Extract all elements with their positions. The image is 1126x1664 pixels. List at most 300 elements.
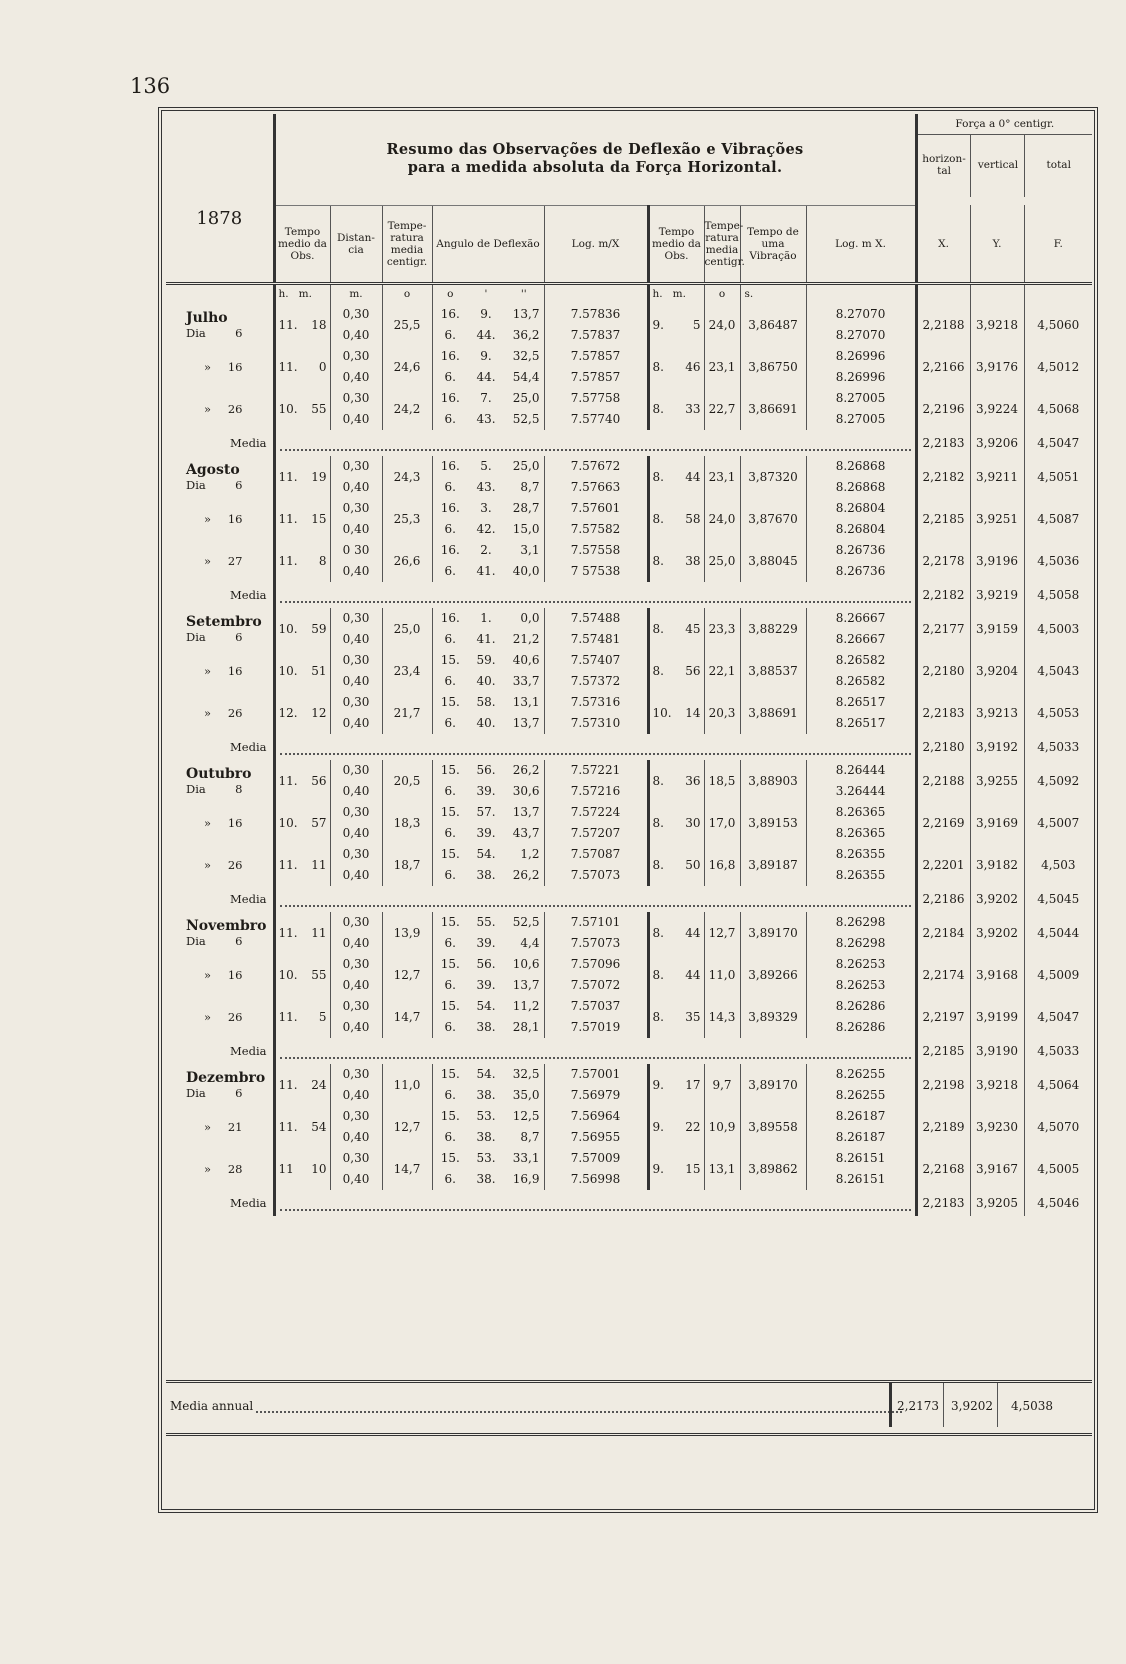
angle-minutes: 1. <box>480 611 492 625</box>
time-cell <box>274 996 330 1038</box>
media-label: Media <box>230 435 267 450</box>
media-x: 2,2182 <box>916 582 970 608</box>
force-y: 3,9167 <box>970 1148 1024 1190</box>
obs-minute: 55 <box>311 967 327 982</box>
vibration-time: 3,89862 <box>740 1148 806 1190</box>
distance: 0,30 <box>330 996 382 1017</box>
angle-seconds: 25,0 <box>512 459 540 473</box>
time2-cell <box>648 760 704 802</box>
unit-deg: o <box>432 284 468 304</box>
obs2-hour: 9. <box>652 1161 664 1176</box>
force-y: 3,9218 <box>970 1064 1024 1106</box>
day-number: 6 <box>235 933 243 948</box>
angle-minutes: 39. <box>476 784 496 798</box>
obs2-hour: 8. <box>652 621 664 636</box>
angle-seconds: 35,0 <box>512 1088 540 1102</box>
media-dots <box>274 886 916 912</box>
log-m-over-x: 7.57001 <box>544 1064 648 1085</box>
media-label: Media <box>230 1195 267 1210</box>
obs-hour: 10. <box>278 621 298 636</box>
angle-seconds: 52,5 <box>512 412 540 426</box>
angle-seconds: 16,9 <box>512 1172 540 1186</box>
obs-hour: 11. <box>278 469 298 484</box>
distance: 0,30 <box>330 844 382 865</box>
media-label: Media <box>230 587 267 602</box>
log-m-over-x: 7.57758 <box>544 388 648 409</box>
angle-seconds: 26,2 <box>512 763 540 777</box>
obs-minute: 59 <box>311 621 327 636</box>
temperature2: 25,0 <box>704 540 740 582</box>
log-m-x: 8.26151 <box>806 1169 916 1190</box>
angle-degrees: 16. <box>432 608 468 629</box>
total-header: total <box>1024 135 1092 197</box>
log-m-over-x: 7.57663 <box>544 477 648 498</box>
angle-minutes: 38. <box>476 1130 496 1144</box>
temperature2: 18,5 <box>704 760 740 802</box>
obs2-minute: 44 <box>685 469 701 484</box>
angle-seconds: 36,2 <box>512 328 540 342</box>
log-m-x: 8.26996 <box>806 346 916 367</box>
day-label-cell <box>166 304 274 346</box>
temperature2: 24,0 <box>704 304 740 346</box>
angle-minutes: 38. <box>476 868 496 882</box>
media-annual-x: 2,2173 <box>897 1399 939 1413</box>
vibration-time: 3,88229 <box>740 608 806 650</box>
day-label-cell <box>166 844 274 886</box>
force-x: 2,2201 <box>916 844 970 886</box>
angle-minutes: 58. <box>476 695 496 709</box>
time2-cell <box>648 912 704 954</box>
log-m-over-x: 7.57558 <box>544 540 648 561</box>
obs2-hour: 8. <box>652 773 664 788</box>
log-m-x: 8.26187 <box>806 1127 916 1148</box>
table-row <box>166 540 1092 561</box>
time2-cell <box>648 1148 704 1190</box>
log-m-x: 8.26255 <box>806 1085 916 1106</box>
angle-minutes: 54. <box>476 999 496 1013</box>
force-x: 2,2177 <box>916 608 970 650</box>
day-label-cell <box>166 912 274 954</box>
angle-seconds: 13,7 <box>512 805 540 819</box>
distance: 0,30 <box>330 608 382 629</box>
table-row <box>166 608 1092 629</box>
force-f: 4,5044 <box>1024 912 1092 954</box>
force-x: 2,2197 <box>916 996 970 1038</box>
angle-seconds: 26,2 <box>512 868 540 882</box>
month-name: Novembro <box>186 917 267 934</box>
log-m-x: 8.26253 <box>806 975 916 996</box>
log-m-over-x: 7.57582 <box>544 519 648 540</box>
distance: 0,30 <box>330 304 382 325</box>
obs2-minute: 58 <box>685 511 701 526</box>
obs-minute: 0 <box>318 359 327 374</box>
force-y: 3,9168 <box>970 954 1024 996</box>
day-number: 6 <box>235 629 243 644</box>
distance: 0,40 <box>330 477 382 498</box>
angle-minutes: 39. <box>476 936 496 950</box>
obs2-hour: 8. <box>652 967 664 982</box>
angle-seconds: 33,7 <box>512 674 540 688</box>
obs-hour: 10. <box>278 663 298 678</box>
vibration-time: 3,88691 <box>740 692 806 734</box>
angle-seconds: 32,5 <box>512 349 540 363</box>
day-label-cell <box>166 1148 274 1190</box>
angle-degrees: 6. <box>432 519 468 540</box>
force-y: 3,9211 <box>970 456 1024 498</box>
force-f: 4,5012 <box>1024 346 1092 388</box>
log-m-x: 8.26298 <box>806 933 916 954</box>
day-label-cell <box>166 540 274 582</box>
observations-table <box>166 114 1092 1216</box>
force-x: 2,2188 <box>916 304 970 346</box>
log-m-over-x: 7.57221 <box>544 760 648 781</box>
media-y: 3,9190 <box>970 1038 1024 1064</box>
temperature2: 23,1 <box>704 346 740 388</box>
distance: 0,40 <box>330 933 382 954</box>
media-f: 4,5033 <box>1024 1038 1092 1064</box>
log-m-over-x: 7.57216 <box>544 781 648 802</box>
angle-seconds: 30,6 <box>512 784 540 798</box>
angle-degrees: 6. <box>432 1169 468 1190</box>
temperature2: 9,7 <box>704 1064 740 1106</box>
media-row <box>166 582 1092 608</box>
obs-hour: 10. <box>278 815 298 830</box>
temperature2: 11,0 <box>704 954 740 996</box>
obs-minute: 11 <box>311 857 327 872</box>
angle-minutes: 44. <box>476 328 496 342</box>
log-m-over-x: 7.57407 <box>544 650 648 671</box>
media-row <box>166 734 1092 760</box>
force-y: 3,9199 <box>970 996 1024 1038</box>
time-cell <box>274 802 330 844</box>
media-y: 3,9192 <box>970 734 1024 760</box>
day-label-cell <box>166 1106 274 1148</box>
obs2-hour: 9. <box>652 1119 664 1134</box>
log-m-x: 8.26517 <box>806 713 916 734</box>
title-cell <box>274 114 916 205</box>
angle-degrees: 6. <box>432 781 468 802</box>
angle-degrees: 6. <box>432 823 468 844</box>
log-m-x: 8.26365 <box>806 823 916 844</box>
month-name: Agosto <box>186 461 240 478</box>
time-cell <box>274 954 330 996</box>
unit-temp: o <box>382 284 432 304</box>
log-m-over-x: 7.57207 <box>544 823 648 844</box>
day-number: 28 <box>227 1161 243 1176</box>
angle-seconds: 21,2 <box>512 632 540 646</box>
log-m-x: 8.26355 <box>806 865 916 886</box>
angle-minutes: 57. <box>476 805 496 819</box>
distance: 0,30 <box>330 1106 382 1127</box>
log-m-over-x: 7.57101 <box>544 912 648 933</box>
obs-hour: 11. <box>278 1009 298 1024</box>
media-row <box>166 1190 1092 1216</box>
log-m-x: 8.27005 <box>806 409 916 430</box>
temperature2: 12,7 <box>704 912 740 954</box>
media-dots <box>274 430 916 456</box>
unit-h: h. <box>278 288 289 301</box>
angle-degrees: 6. <box>432 477 468 498</box>
table-row <box>166 1064 1092 1085</box>
distance: 0,40 <box>330 1017 382 1038</box>
distance: 0,30 <box>330 388 382 409</box>
angle-minutes: 56. <box>476 957 496 971</box>
log-m-over-x: 7.57073 <box>544 865 648 886</box>
distance: 0,40 <box>330 713 382 734</box>
obs-hour: 11. <box>278 553 298 568</box>
table-row <box>166 802 1092 823</box>
obs-hour: 10. <box>278 967 298 982</box>
angle-degrees: 6. <box>432 367 468 388</box>
media-x: 2,2180 <box>916 734 970 760</box>
log-mx-header: Log. m/X <box>544 205 648 283</box>
angle-degrees: 16. <box>432 304 468 325</box>
media-label: Media <box>230 891 267 906</box>
time-cell <box>274 304 330 346</box>
table-row <box>166 456 1092 477</box>
day-label-cell <box>166 650 274 692</box>
log-m-over-x: 7.57019 <box>544 1017 648 1038</box>
unit-s: s. <box>740 284 806 304</box>
day-label-cell <box>166 456 274 498</box>
temperatura2-header: Tempe- ratura media centigr. <box>704 205 740 283</box>
vertical-header: vertical <box>970 135 1024 197</box>
table-row <box>166 692 1092 713</box>
angle-minutes: 9. <box>480 307 492 321</box>
tempo-medio-header: Tempo medio da Obs. <box>274 205 330 283</box>
angle-seconds: 40,6 <box>512 653 540 667</box>
angle-seconds: 13,1 <box>512 695 540 709</box>
time-cell <box>274 346 330 388</box>
horizontal-header: horizon- tal <box>922 153 966 177</box>
month-name: Dezembro <box>186 1069 266 1086</box>
day-number: 26 <box>227 705 243 720</box>
temperature: 21,7 <box>382 692 432 734</box>
angle-minutes: 56. <box>476 763 496 777</box>
angle-degrees: 15. <box>432 954 468 975</box>
obs-minute: 5 <box>318 1009 327 1024</box>
temperature: 14,7 <box>382 1148 432 1190</box>
day-label-cell <box>166 996 274 1038</box>
ditto-mark: » <box>204 857 212 872</box>
day-number: 16 <box>227 967 243 982</box>
day-number: 16 <box>227 359 243 374</box>
force-f: 4,5092 <box>1024 760 1092 802</box>
time2-cell <box>648 844 704 886</box>
time-cell <box>274 844 330 886</box>
table-row <box>166 760 1092 781</box>
obs2-minute: 5 <box>692 317 701 332</box>
force-f: 4,5053 <box>1024 692 1092 734</box>
angle-seconds: 32,5 <box>512 1067 540 1081</box>
angle-minutes: 54. <box>476 847 496 861</box>
force-f: 4,5043 <box>1024 650 1092 692</box>
day-number: 27 <box>227 553 243 568</box>
log-m-over-x: 7 57538 <box>544 561 648 582</box>
distance: 0,30 <box>330 802 382 823</box>
force-x: 2,2169 <box>916 802 970 844</box>
log-m-x: 8.26582 <box>806 671 916 692</box>
force-f: 4,5060 <box>1024 304 1092 346</box>
obs2-minute: 56 <box>685 663 701 678</box>
temperature: 26,6 <box>382 540 432 582</box>
obs2-hour: 9. <box>652 1077 664 1092</box>
angle-degrees: 15. <box>432 1106 468 1127</box>
distance: 0,40 <box>330 325 382 346</box>
force-f: 4,5003 <box>1024 608 1092 650</box>
day-label-cell <box>166 760 274 802</box>
temperature: 24,2 <box>382 388 432 430</box>
vibration-time: 3,89329 <box>740 996 806 1038</box>
distance: 0,30 <box>330 1148 382 1169</box>
temperature: 25,3 <box>382 498 432 540</box>
obs2-minute: 44 <box>685 925 701 940</box>
obs-minute: 11 <box>311 925 327 940</box>
temperature: 20,5 <box>382 760 432 802</box>
angle-degrees: 6. <box>432 713 468 734</box>
log-m-over-x: 7.57857 <box>544 346 648 367</box>
angle-seconds: 8,7 <box>520 480 540 494</box>
temperature: 12,7 <box>382 954 432 996</box>
temperature2: 23,3 <box>704 608 740 650</box>
media-dots <box>274 1190 916 1216</box>
angle-minutes: 55. <box>476 915 496 929</box>
obs2-hour: 8. <box>652 359 664 374</box>
log-m-x: 8.26667 <box>806 629 916 650</box>
unit-h2: h. <box>652 288 663 301</box>
unit-dist: m. <box>330 284 382 304</box>
angle-degrees: 6. <box>432 1017 468 1038</box>
log-m-x: 8.26996 <box>806 367 916 388</box>
log-m-x: 8.26255 <box>806 1064 916 1085</box>
ditto-mark: » <box>204 1009 212 1024</box>
log-m-x: 8.27070 <box>806 304 916 325</box>
obs-hour: 11. <box>278 359 298 374</box>
angle-degrees: 15. <box>432 692 468 713</box>
force-x: 2,2184 <box>916 912 970 954</box>
temperature: 18,7 <box>382 844 432 886</box>
log-m-x: 8.26517 <box>806 692 916 713</box>
force-f: 4,5009 <box>1024 954 1092 996</box>
distance: 0,40 <box>330 671 382 692</box>
vibration-time: 3,89187 <box>740 844 806 886</box>
day-number: 21 <box>227 1119 243 1134</box>
angle-minutes: 43. <box>476 412 496 426</box>
angle-degrees: 16. <box>432 456 468 477</box>
month-name: Setembro <box>186 613 262 630</box>
ditto-mark: » <box>204 1161 212 1176</box>
angle-seconds: 11,2 <box>512 999 540 1013</box>
distance: 0,40 <box>330 865 382 886</box>
angle-degrees: 6. <box>432 975 468 996</box>
log-m-over-x: 7.57009 <box>544 1148 648 1169</box>
force-y: 3,9218 <box>970 304 1024 346</box>
force-f: 4,5064 <box>1024 1064 1092 1106</box>
ditto-mark: » <box>204 663 212 678</box>
vibration-time: 3,87320 <box>740 456 806 498</box>
force-y: 3,9251 <box>970 498 1024 540</box>
dia-label: Dia <box>186 933 206 948</box>
obs2-hour: 8. <box>652 511 664 526</box>
time2-cell <box>648 388 704 430</box>
obs2-hour: 8. <box>652 469 664 484</box>
log-m-x: 8.26736 <box>806 561 916 582</box>
angle-seconds: 10,6 <box>512 957 540 971</box>
table-row <box>166 650 1092 671</box>
ditto-mark: » <box>204 1119 212 1134</box>
distance: 0,30 <box>330 954 382 975</box>
log-m-over-x: 7.56964 <box>544 1106 648 1127</box>
table-row <box>166 388 1092 409</box>
media-x: 2,2183 <box>916 1190 970 1216</box>
angle-minutes: 41. <box>476 564 496 578</box>
obs2-minute: 17 <box>685 1077 701 1092</box>
force-f: 4,503 <box>1024 844 1092 886</box>
media-y: 3,9219 <box>970 582 1024 608</box>
force-y: 3,9204 <box>970 650 1024 692</box>
obs2-minute: 35 <box>685 1009 701 1024</box>
media-f: 4,5047 <box>1024 430 1092 456</box>
angle-minutes: 54. <box>476 1067 496 1081</box>
y-header: Y. <box>970 205 1024 283</box>
time-cell <box>274 760 330 802</box>
angle-seconds: 12,5 <box>512 1109 540 1123</box>
angle-seconds: 13,7 <box>512 978 540 992</box>
day-number: 6 <box>235 1085 243 1100</box>
ditto-mark: » <box>204 511 212 526</box>
log-m-over-x: 7.56979 <box>544 1085 648 1106</box>
media-annual-label: Media annual <box>170 1399 254 1413</box>
day-label-cell <box>166 608 274 650</box>
unit-m2: m. <box>672 288 686 301</box>
obs2-minute: 45 <box>685 621 701 636</box>
distance: 0,40 <box>330 367 382 388</box>
force-x: 2,2183 <box>916 692 970 734</box>
media-row <box>166 1038 1092 1064</box>
angle-seconds: 33,1 <box>512 1151 540 1165</box>
angle-seconds: 3,1 <box>520 543 540 557</box>
year-cell <box>166 114 274 284</box>
log-m-over-x: 7.57316 <box>544 692 648 713</box>
day-label-cell <box>166 388 274 430</box>
media-x: 2,2183 <box>916 430 970 456</box>
time-cell <box>274 692 330 734</box>
media-x: 2,2185 <box>916 1038 970 1064</box>
angle-minutes: 59. <box>476 653 496 667</box>
dia-label: Dia <box>186 325 206 340</box>
vibration-time: 3,89170 <box>740 1064 806 1106</box>
angle-seconds: 40,0 <box>512 564 540 578</box>
table-row <box>166 996 1092 1017</box>
day-number: 6 <box>235 325 243 340</box>
angle-minutes: 42. <box>476 522 496 536</box>
obs2-minute: 30 <box>685 815 701 830</box>
distance: 0,40 <box>330 1127 382 1148</box>
force-x: 2,2166 <box>916 346 970 388</box>
force-y: 3,9169 <box>970 802 1024 844</box>
table-row <box>166 1148 1092 1169</box>
page-number: 136 <box>130 74 171 98</box>
force-y: 3,9255 <box>970 760 1024 802</box>
day-number: 8 <box>235 781 243 796</box>
temperatura-header: Tempe- ratura media centigr. <box>382 205 432 283</box>
obs-minute: 8 <box>318 553 327 568</box>
log-m-over-x: 7.57488 <box>544 608 648 629</box>
temperature2: 17,0 <box>704 802 740 844</box>
obs-minute: 51 <box>311 663 327 678</box>
angle-minutes: 7. <box>480 391 492 405</box>
force-x: 2,2196 <box>916 388 970 430</box>
